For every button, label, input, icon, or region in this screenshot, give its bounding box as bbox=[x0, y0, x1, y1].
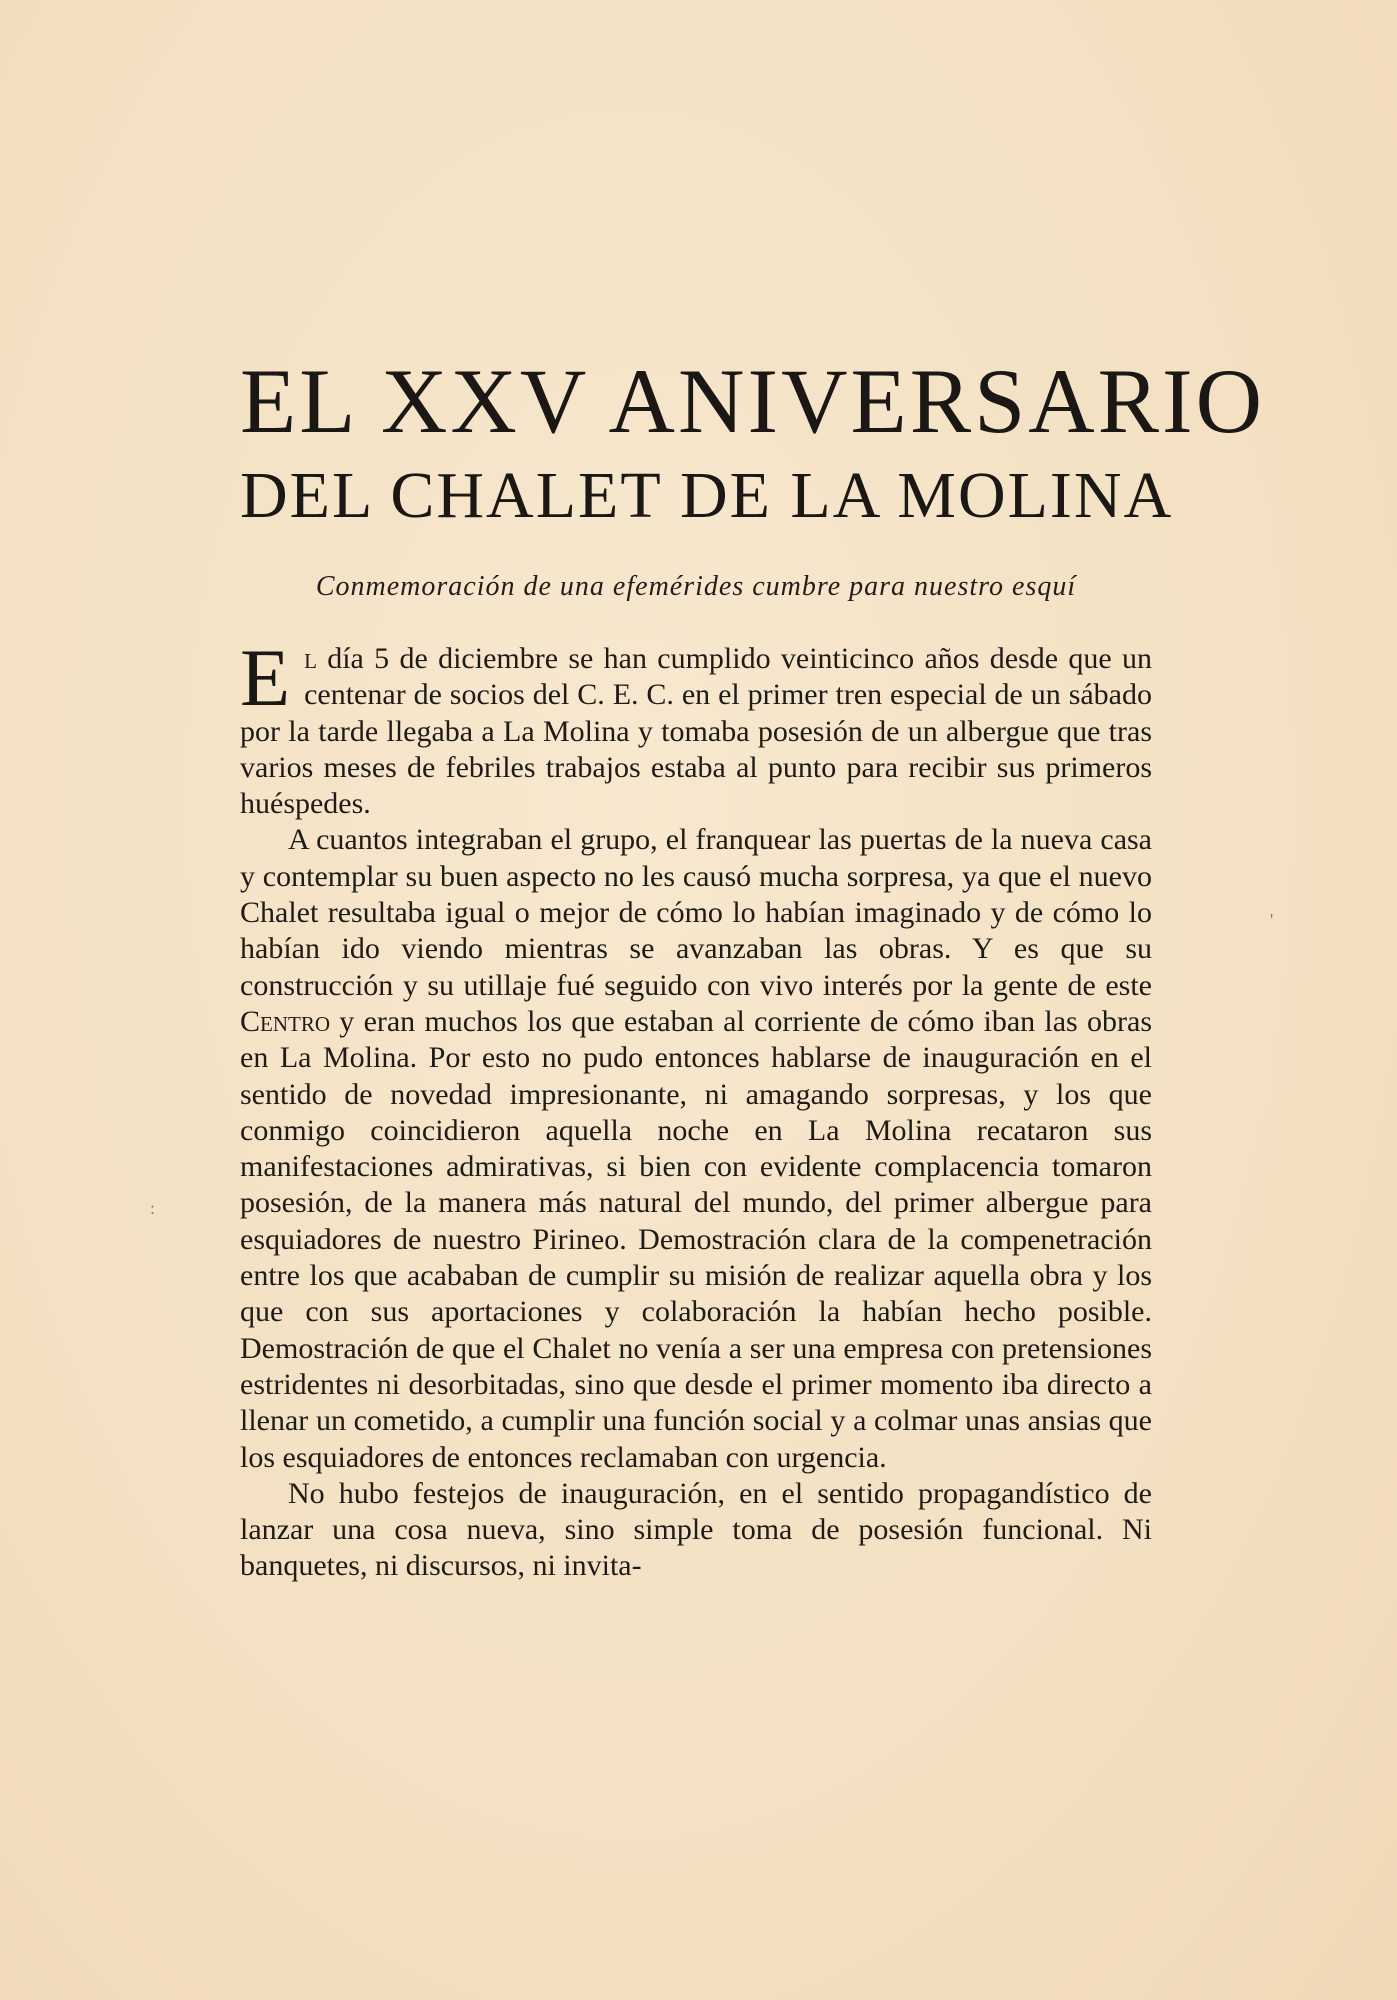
paragraph-1-text: día 5 de diciembre se han cumplido veinticinco años desde que un centenar de socios del C. E. C. en el primer tren especial de un sábado por la tarde llegaba a La Molina y tomaba posesión de un albergue que tras varios meses de febriles trabajos estaba al punto para recibir sus primeros huéspedes. bbox=[240, 642, 1152, 821]
paragraph-2-text-a: A cuantos integraban el grupo, el franquear las puertas de la nueva casa y contemplar su buen aspecto no les causó mucha sorpresa, ya que el nuevo Chalet resultaba igual o mejor de cómo lo habían imaginado y de cómo lo habían ido viendo mientras se avanzaban las obras. Y es que su construcción y su utillaje fué seguido con vivo interés por la gente de este bbox=[240, 823, 1152, 1002]
article-title-line-2: DEL CHALET DE LA MOLINA bbox=[240, 459, 1174, 532]
article-title-line-1: EL XXV ANIVERSARIO bbox=[240, 350, 1266, 452]
paragraph-1 bbox=[240, 632, 1152, 822]
margin-speck: ' bbox=[1270, 910, 1274, 930]
drop-cap: E bbox=[240, 632, 291, 723]
article-body bbox=[240, 632, 1152, 1585]
centro-small-caps: Centro bbox=[240, 1004, 331, 1038]
margin-speck: : bbox=[150, 1198, 156, 1218]
paragraph-2 bbox=[240, 822, 1152, 1475]
paragraph-2-text-b: y eran muchos los que estaban al corriente de cómo iban las obras en La Molina. Por esto no pudo entonces hablarse de inauguración en el sentido de novedad impresionante, ni amagando sorpresas, y los que conmigo coincidieron aquella noche en La Molina recataron sus manifestaciones admirativas, si bien con evidente complacencia tomaron posesión, de la manera más natural del mundo, del primer albergue para esquiadores de nuestro Pirineo. Demostración clara de la compenetración entre los que acababan de cumplir su misión de realizar aquella obra y los que con sus aportaciones y colaboración la habían hecho posible. Demostración de que el Chalet no venía a ser una empresa con pretensiones estridentes ni desorbitadas, sino que desde el primer momento iba directo a llenar un cometido, a cumplir una función social y a colmar unas ansias que los esquiadores de entonces reclamaban con urgencia. bbox=[240, 1004, 1152, 1474]
paragraph-3: No hubo festejos de inauguración, en el sentido propagandístico de lanzar una cosa nueva, sino simple toma de posesión funcional. Ni banquetes, ni discursos, ni invita- bbox=[240, 1476, 1152, 1583]
article-subtitle: Conmemoración de una efemérides cumbre para nuestro esquí bbox=[315, 571, 1077, 602]
drop-cap-continuation: l bbox=[304, 642, 317, 675]
article-page bbox=[240, 350, 1266, 1585]
